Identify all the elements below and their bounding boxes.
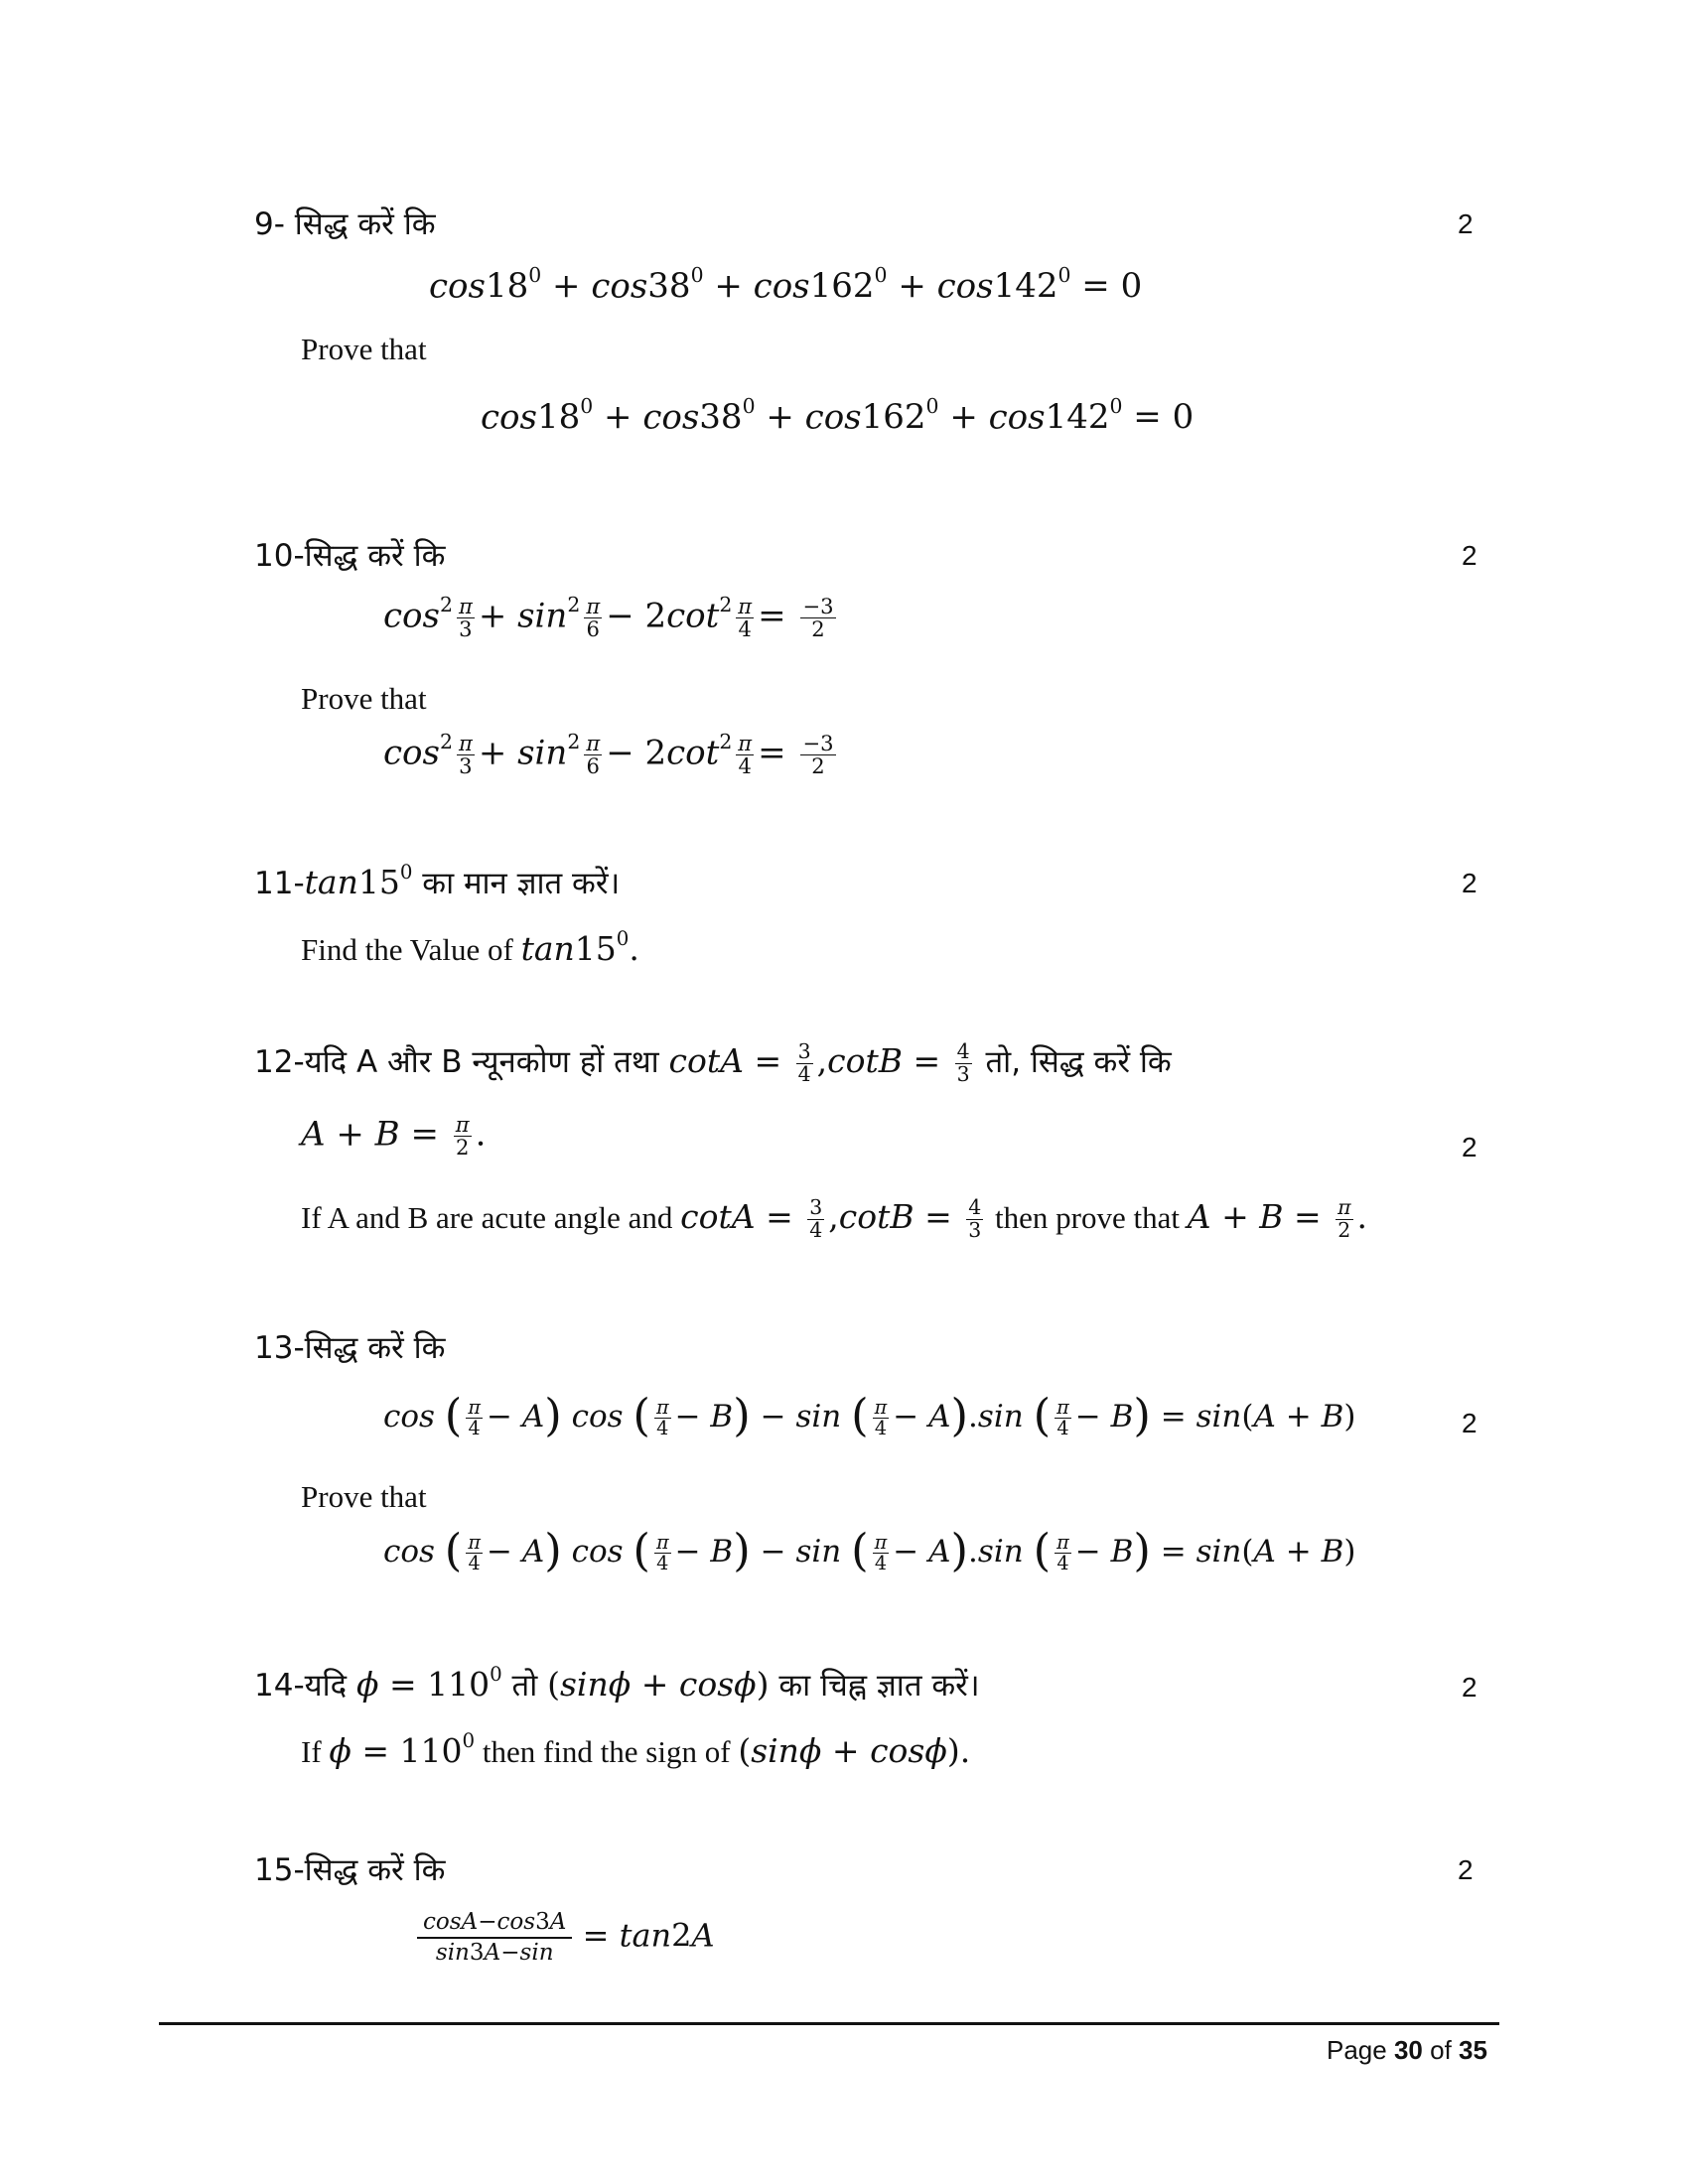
q14-english-expression: (sinϕ + cosϕ).: [738, 1731, 971, 1770]
q12-english: [301, 1197, 1367, 1241]
q14-marks: 2: [1462, 1672, 1477, 1703]
q12-english-expression: cotA = $\frac{3}{4}$ ,cotB = $\frac{4}{3}$: [680, 1195, 982, 1242]
q14-hindi-suffix: का चिह्न ज्ञात करें।: [778, 1668, 980, 1704]
q13-equation-hindi: cos ( $\frac{\pi}{4}$ − A) cos ( $\frac{\pi}{4}$ − B) − sin ( $\frac{\pi}{4}$ − A).sin ( $\frac{\pi}{4}$ − B) = sin(A + B): [383, 1389, 1356, 1441]
q11-english-expression: $\tan 15^0$.: [520, 927, 639, 968]
q10-equation-hindi: $\cos^2$ $\frac{\pi}{3}$ + $\sin^2$ $\frac{\pi}{6}$ − $2\cot^2$ $\frac{\pi}{4}$ = $\frac{-3}{2}$: [383, 593, 834, 642]
q11-english: [301, 929, 639, 968]
q15-marks: 2: [1458, 1854, 1474, 1885]
q9-marks: 2: [1458, 208, 1474, 239]
page-current: 30: [1393, 2035, 1423, 2065]
q9-equation-english: $\cos 18^0 + \cos 38^0 + \cos 162^0 + \cos 142^0 = 0$: [481, 393, 1195, 438]
footer-rule: [159, 2022, 1499, 2025]
page-number: [1327, 2035, 1487, 2066]
q14-english: [301, 1731, 970, 1770]
q13-equation-english: cos ( $\frac{\pi}{4}$ − A) cos ( $\frac{\pi}{4}$ − B) − sin ( $\frac{\pi}{4}$ − A).sin ( $\frac{\pi}{4}$ − B) = sin(A + B): [383, 1524, 1356, 1576]
q12-hindi-expression: cotA = $\frac{3}{4}$ ,cotB = $\frac{4}{3}$: [668, 1039, 970, 1086]
q9-equation-hindi: $\cos 18^0 + \cos 38^0 + \cos 162^0 + \cos 142^0 = 0$: [429, 262, 1143, 307]
page-of-label: of: [1430, 2035, 1452, 2065]
page-total: 35: [1459, 2035, 1487, 2065]
q13-marks: 2: [1462, 1408, 1477, 1438]
q13-hindi: 13-सिद्ध करें कि: [254, 1330, 446, 1366]
q13-english: Prove that: [301, 1479, 427, 1514]
q14-hindi: [254, 1664, 980, 1706]
q11-marks: 2: [1462, 868, 1477, 898]
q12-english-result: A + B = $\frac{\pi}{2}$ .: [1187, 1195, 1368, 1242]
q11-expression: $\tan 15^0$: [304, 861, 413, 901]
q15-equation: $\frac{\cos A-\cos 3A}{\sin 3A-\sin}$ = tan2A: [417, 1908, 715, 1968]
q12-hindi-suffix: तो, सिद्ध करें कि: [985, 1044, 1172, 1080]
q12-hindi: [254, 1040, 1172, 1085]
q14-english-mid: then find the sign of: [482, 1734, 731, 1769]
q12-english-mid: then prove that: [995, 1200, 1180, 1235]
q14-english-phi: $\phi = 110^0$: [329, 1729, 476, 1770]
q15-hindi: 15-सिद्ध करें कि: [254, 1852, 446, 1888]
q10-equation-english: $\cos^2$ $\frac{\pi}{3}$ + $\sin^2$ $\frac{\pi}{6}$ − $2\cot^2$ $\frac{\pi}{4}$ = $\frac{-3}{2}$: [383, 730, 834, 779]
q10-marks: 2: [1462, 540, 1477, 571]
q12-marks: 2: [1462, 1132, 1477, 1162]
q12-hindi-result: A + B = $\frac{\pi}{2}$ .: [301, 1112, 487, 1160]
q11-number: 11-: [254, 866, 305, 901]
q14-english-prefix: If: [301, 1734, 322, 1769]
q9-hindi: 9- सिद्ध करें कि: [254, 206, 436, 242]
page-label: Page: [1327, 2035, 1387, 2065]
q14-hindi-phi: $\phi = 110^0$: [355, 1663, 502, 1704]
q10-english: Prove that: [301, 681, 427, 716]
q14-hindi-expression: (sinϕ + cosϕ): [547, 1665, 770, 1704]
q9-english: Prove that: [301, 332, 427, 366]
q12-hindi-prefix: 12-यदि A और B न्यूनकोण हों तथा: [254, 1044, 659, 1080]
q10-hindi: 10-सिद्ध करें कि: [254, 538, 446, 574]
q11-hindi: [254, 862, 620, 903]
q11-english-prefix: Find the Value of: [301, 932, 513, 967]
q14-hindi-prefix: 14-यदि: [254, 1668, 348, 1704]
q12-english-prefix: If A and B are acute angle and: [301, 1200, 673, 1235]
q11-hindi-suffix: का मान ज्ञात करें।: [422, 866, 621, 901]
q14-hindi-mid: तो: [511, 1668, 538, 1704]
